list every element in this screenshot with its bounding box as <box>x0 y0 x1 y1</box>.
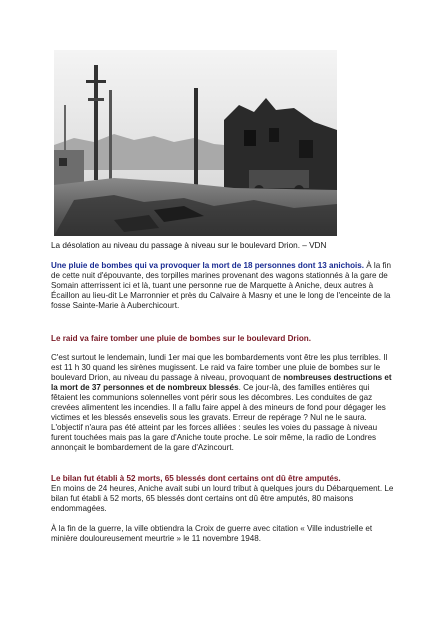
photo-caption: La désolation au niveau du passage à niveau sur le boulevard Drion. – VDN <box>51 241 327 250</box>
section-2-body-a: C'est surtout le lendemain, lundi 1er mai que les bombardements vont être les plus terribles. Il est 11 h 30 quand les sirènes mugissent. Le raid va faire tomber une pluie de bombes sur le boulevard Drion, au niveau du passage à niveau, provoquant de <box>51 353 388 383</box>
section-3-heading: Le bilan fut établi à 52 morts, 65 blessés dont certains ont dû être amputés. <box>51 474 341 483</box>
section-1-heading: Une pluie de bombes qui va provoquer la mort de 18 personnes dont 13 anichois. <box>51 261 365 270</box>
section-2-body-bold: nombreuses destructions et la mort de 37 personnes et de nombreux blessés <box>51 373 392 393</box>
section-1 <box>51 261 397 311</box>
section-3-body: En moins de 24 heures, Aniche avait subi un lourd tribut à quelques jours du Débarquement. Le bilan fut établi à 52 morts, 65 blessés dont certains ont dû être amputés, 80 maisons endommagées. <box>51 484 394 514</box>
section-2-body-b: . Ce jour-là, des familles entières qui fêtaient les communions solennelles vont périr sous les décombres. Les conduites de gaz crevées alimentent les incendies. Il a fallu faire appel à des mineurs de fond pour dégager les victimes et les blessés ensevelis sous les gravats. Erreur de repérage ? Nul ne le saura. L'objectif n'aura pas été atteint par les forces alliées : seules les voies du passage à niveau furent touchées mais pas la gare d'Aniche toute proche. Le soir même, la radio de Londres annonçait le bombardement de la gare d'Azincourt. <box>51 383 386 453</box>
section-1-body: À la fin de cette nuit d'épouvante, des torpilles marines provenant des wagons stationnés à la gare de Somain atterrissent ici et là, tuant une personne rue de Marquette à Aniche, deux autres à Écaillon au lieu-dit Le Marronnier et près du Calvaire à Masny et une le long de l'enceinte de la fosse Sainte-Marie à Auberchicourt. <box>51 261 392 311</box>
section-4-body: À la fin de la guerre, la ville obtiendra la Croix de guerre avec citation « Ville industrielle et minière douloureusement meurtrie » le 11 novembre 1948. <box>51 524 373 544</box>
section-2-body <box>51 353 397 453</box>
section-2-heading: Le raid va faire tomber une pluie de bombes sur le boulevard Drion. <box>51 334 311 343</box>
historical-photo <box>54 50 337 236</box>
